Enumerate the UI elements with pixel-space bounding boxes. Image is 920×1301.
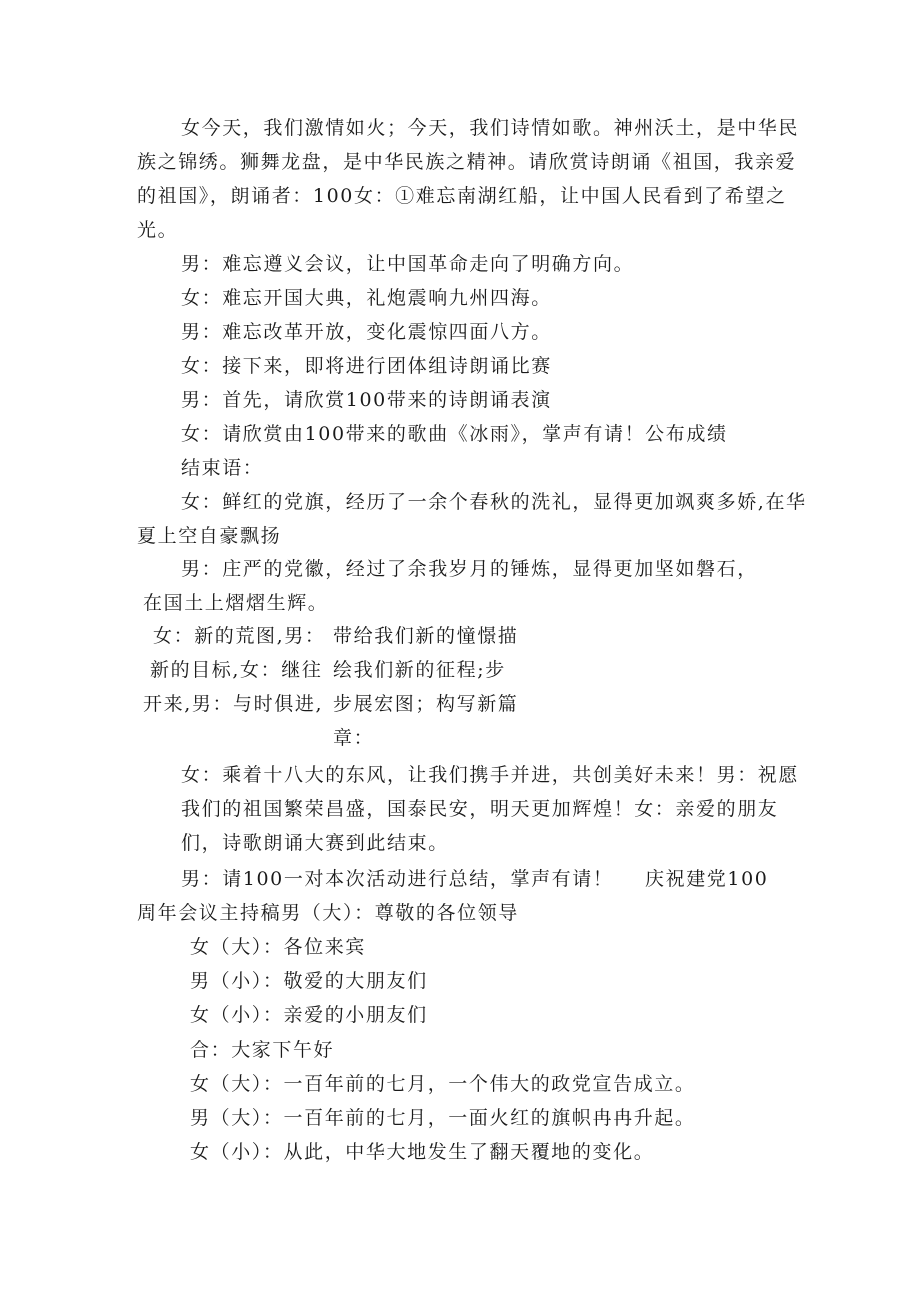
text-line: 男：首先，请欣赏100带来的诗朗诵表演 <box>181 389 552 411</box>
text-line: 带给我们新的憧憬描 <box>333 625 519 647</box>
text-line: 男（小）：敬爱的大朋友们 <box>190 970 428 992</box>
text-line: 在国土上熠熠生辉。 <box>143 592 329 614</box>
text-line: 周年会议主持稿男（大）：尊敬的各位领导 <box>137 902 519 924</box>
text-line: 新的目标,女：继往 <box>150 659 323 681</box>
text-line: 男（大）：一百年前的七月，一面火红的旗帜冉冉升起。 <box>190 1107 696 1129</box>
text-line: 们，诗歌朗诵大赛到此结束。 <box>181 832 449 854</box>
text-line: 绘我们新的征程;步 <box>333 659 506 681</box>
text-line: 女：接下来，即将进行团体组诗朗诵比赛 <box>181 355 552 377</box>
text-line: 女：难忘开国大典，礼炮震响九州四海。 <box>181 287 552 309</box>
text-line: 男：难忘改革开放，变化震惊四面八方。 <box>181 321 552 343</box>
text-line: 章： <box>333 727 375 749</box>
text-line: 男：难忘遵义会议，让中国革命走向了明确方向。 <box>181 253 635 275</box>
text-line: 结束语： <box>181 457 264 479</box>
text-line: 女：乘着十八大的东风，让我们携手并进，共创美好未来！男：祝愿 <box>181 764 800 786</box>
text-line: 开来,男：与时俱进, <box>143 693 324 715</box>
text-line: 女（小）：亲爱的小朋友们 <box>190 1004 428 1026</box>
text-line: 女：新的荒图,男： <box>153 625 326 647</box>
text-line: 光。 <box>137 219 179 241</box>
text-line: 女（大）：一百年前的七月，一个伟大的政党宣告成立。 <box>190 1073 696 1095</box>
text-line: 女（大）：各位来宾 <box>190 936 366 958</box>
text-line: 男：请100一对本次活动进行总结，掌声有请！ <box>181 868 614 890</box>
text-line: 夏上空自豪飘扬 <box>137 525 282 547</box>
text-line: 的祖国》，朗诵者：100女：①难忘南湖红船，让中国人民看到了希望之 <box>137 185 787 207</box>
text-line: 族之锦绣。狮舞龙盘，是中华民族之精神。请欣赏诗朗诵《祖国，我亲爱 <box>137 151 797 173</box>
text-line: 合：大家下午好 <box>190 1039 335 1061</box>
text-line: 步展宏图；构写新篇 <box>333 693 519 715</box>
text-line: 庆祝建党100 <box>645 868 769 890</box>
text-line: 女（小）：从此，中华大地发生了翻天覆地的变化。 <box>190 1141 655 1163</box>
text-line: 女：鲜红的党旗，经历了一余个春秋的洗礼，显得更加飒爽多娇,在华 <box>181 491 807 513</box>
text-line: 女今天，我们激情如火；今天，我们诗情如歌。神州沃土，是中华民 <box>181 117 800 139</box>
text-line: 女：请欣赏由100带来的歌曲《冰雨》，掌声有请！公布成绩 <box>181 423 728 445</box>
text-line: 我们的祖国繁荣昌盛，国泰民安，明天更加辉煌！女：亲爱的朋友 <box>181 798 779 820</box>
text-line: 男：庄严的党徽，经过了余我岁月的锤炼，显得更加坚如磐石， <box>181 558 758 580</box>
